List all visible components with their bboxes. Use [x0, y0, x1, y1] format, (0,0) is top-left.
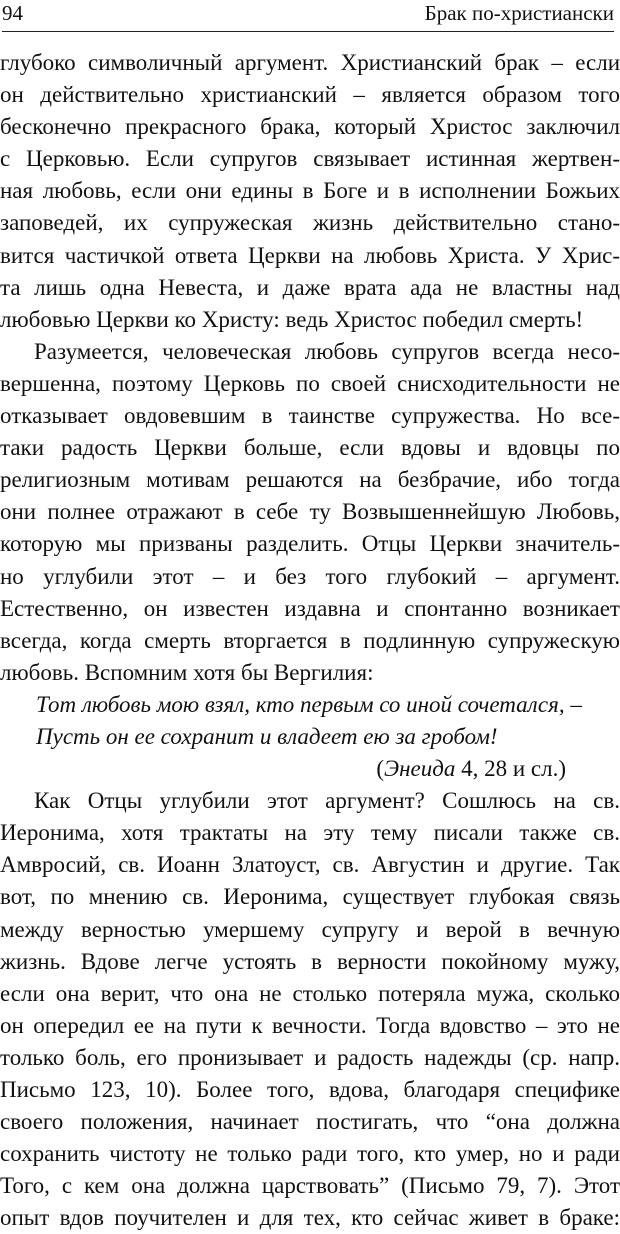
text-line: Письмо 123, 10). Более того, вдова, благодаря специфике: [0, 1077, 620, 1102]
citation-work: Энеида: [384, 756, 456, 782]
citation-open: (: [376, 756, 385, 782]
text-line: но углубили этот – и без того глубокий – аргумент.: [0, 563, 620, 589]
text-line: Как Отцы углубили этот аргумент? Сошлюсь на св.: [34, 788, 620, 814]
paragraph-2: [0, 336, 620, 689]
text-line: они полнее отражают в себе ту Возвышеннейшую Любовь,: [0, 499, 620, 525]
paragraph-1: [0, 47, 620, 336]
text-line: религиозным мотивам решаются на безбрачие, ибо тогда: [0, 467, 620, 493]
text-line: сохранить чистоту не только ради того, кто умер, но и ради: [0, 1141, 620, 1167]
quote-line: Тот любовь мою взял, кто первым со иной сочетался, –: [36, 691, 582, 717]
text-line: с Церковью. Если супругов связывает истинная жертвен-: [0, 146, 620, 172]
text-line: вершенна, поэтому Церковь по своей снисходительности не: [0, 370, 620, 396]
text-line: та лишь одна Невеста, и даже врата ада не властны над: [0, 274, 620, 300]
text-line: опыт вдов поучителен и для тех, кто сейчас живет в браке:: [0, 1205, 620, 1231]
text-line: любовь. Вспомним хотя бы Вергилия:: [0, 659, 374, 685]
text-line: всегда, когда смерть вторгается в подлинную супружескую: [0, 627, 620, 653]
text-line: вот, по мнению св. Иеронима, существует глубокая связь: [0, 884, 620, 910]
text-line: он действительно христианский – является образом того: [0, 82, 620, 108]
running-title: Брак по-христиански: [424, 1, 614, 25]
text-line: Того, с кем она должна царствовать” (Письмо 79, 7). Этот: [0, 1173, 620, 1199]
text-line: только боль, его пронизывает и радость надежды (ср. напр.: [0, 1044, 620, 1070]
text-line: Естественно, он известен издавна и спонтанно возникает: [0, 595, 620, 621]
page-number: 94: [2, 1, 23, 25]
citation-ref: 4, 28 и сл.): [455, 756, 566, 782]
quote-line: Пусть он ее сохранит и владеет ею за гробом!: [36, 723, 498, 749]
text-line: Иеронима, хотя трактаты на эту тему писали также св.: [0, 820, 620, 846]
text-line: Амвросий, св. Иоанн Златоуст, св. Августин и другие. Так: [0, 852, 620, 878]
text-line: отказывает овдовевшим в таинстве супружества. Но все-: [0, 403, 620, 429]
text-line: глубоко символичный аргумент. Христианский брак – если: [0, 50, 620, 75]
text-line: между верностью умершему супругу и верой в вечную: [0, 916, 620, 942]
text-line: которую мы призваны разделить. Отцы Церкви значитель-: [0, 531, 620, 557]
paragraph-3: [0, 785, 620, 1234]
text-line: если она верит, что она не столько потеряла мужа, сколько: [0, 980, 620, 1006]
text-line: заповедей, их супружеская жизнь действительно стано-: [0, 210, 620, 236]
verse-quote: [0, 689, 620, 785]
text-line: жизнь. Вдове легче устоять в верности покойному мужу,: [0, 948, 620, 974]
text-line: вится частичкой ответа Церкви на любовь Христа. У Хрис-: [0, 242, 620, 268]
text-line: своего положения, начинает постигать, что “она должна: [0, 1109, 620, 1135]
text-line: Разумеется, человеческая любовь супругов всегда несо-: [34, 338, 620, 364]
body-text: [0, 47, 620, 1234]
text-line: он опередил ее на пути к вечности. Тогда вдовство – это не: [0, 1012, 620, 1038]
text-line: бесконечно прекрасного брака, который Христос заключил: [0, 114, 620, 140]
text-line: любовью Церкви ко Христу: ведь Христос победил смерть!: [0, 306, 584, 332]
text-line: таки радость Церкви больше, если вдовы и вдовцы по: [0, 435, 620, 461]
quote-citation: [0, 753, 620, 785]
page-header: [2, 0, 614, 32]
text-line: ная любовь, если они едины в Боге и в исполнении Божьих: [0, 178, 620, 204]
